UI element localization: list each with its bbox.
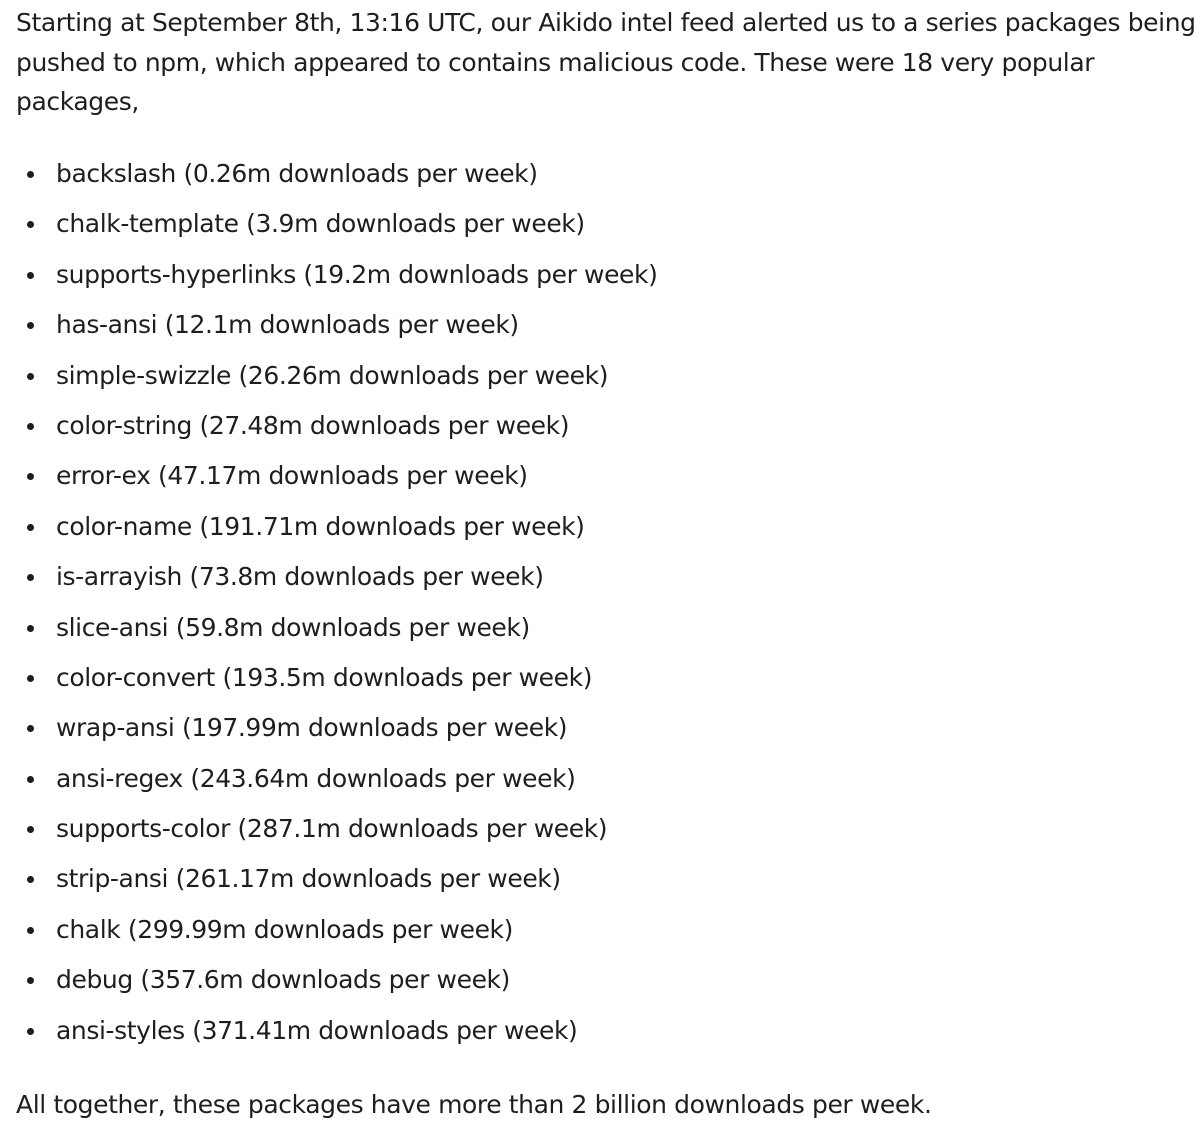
package-text: slice-ansi (59.8m downloads per week): [56, 612, 530, 642]
package-text: debug (357.6m downloads per week): [56, 965, 510, 995]
package-item-color-string: [0, 401, 1200, 451]
package-text: simple-swizzle (26.26m downloads per week): [56, 360, 609, 390]
package-item-supports-color: [0, 804, 1200, 854]
package-item-ansi-regex: [0, 754, 1200, 804]
package-item-strip-ansi: [0, 854, 1200, 904]
bullet-icon: [27, 625, 34, 632]
package-text: ansi-styles (371.41m downloads per week): [56, 1015, 578, 1045]
package-text: has-ansi (12.1m downloads per week): [56, 310, 519, 340]
package-item-error-ex: [0, 451, 1200, 501]
package-item-color-name: [0, 502, 1200, 552]
package-text: chalk (299.99m downloads per week): [56, 914, 513, 944]
package-item-chalk: [0, 905, 1200, 955]
package-item-has-ansi: [0, 300, 1200, 350]
package-text: supports-hyperlinks (19.2m downloads per week): [56, 259, 658, 289]
bullet-icon: [27, 272, 34, 279]
bullet-icon: [27, 876, 34, 883]
bullet-icon: [27, 776, 34, 783]
package-text: color-string (27.48m downloads per week): [56, 410, 570, 440]
package-text: strip-ansi (261.17m downloads per week): [56, 864, 561, 894]
package-item-ansi-styles: [0, 1006, 1200, 1056]
bullet-icon: [27, 423, 34, 430]
bullet-icon: [27, 574, 34, 581]
package-text: error-ex (47.17m downloads per week): [56, 461, 528, 491]
package-list: [0, 149, 1200, 1056]
package-item-color-convert: [0, 653, 1200, 703]
package-text: is-arrayish (73.8m downloads per week): [56, 562, 544, 592]
bullet-icon: [27, 927, 34, 934]
package-text: wrap-ansi (197.99m downloads per week): [56, 713, 568, 743]
bullet-icon: [27, 1028, 34, 1035]
intro-paragraph: Starting at September 8th, 13:16 UTC, our Aikido intel feed alerted us to a series packages being pushed to npm, which appeared to contains malicious code. These were 18 very popular packages,: [16, 8, 1196, 116]
package-item-simple-swizzle: [0, 351, 1200, 401]
package-text: backslash (0.26m downloads per week): [56, 159, 538, 188]
bullet-icon: [27, 373, 34, 380]
bullet-icon: [27, 524, 34, 531]
package-text: color-name (191.71m downloads per week): [56, 511, 585, 541]
bullet-icon: [27, 171, 34, 178]
bullet-icon: [27, 221, 34, 228]
bullet-icon: [27, 473, 34, 480]
bullet-icon: [27, 675, 34, 682]
package-item-chalk-template: [0, 199, 1200, 249]
package-item-slice-ansi: [0, 603, 1200, 653]
summary-paragraph: All together, these packages have more than 2 billion downloads per week.: [16, 1090, 932, 1119]
bullet-icon: [27, 826, 34, 833]
package-text: supports-color (287.1m downloads per week): [56, 814, 608, 844]
package-item-supports-hyperlinks: [0, 250, 1200, 300]
package-item-backslash: [0, 149, 1200, 199]
bullet-icon: [27, 322, 34, 329]
package-item-debug: [0, 955, 1200, 1005]
package-item-is-arrayish: [0, 552, 1200, 602]
package-text: ansi-regex (243.64m downloads per week): [56, 763, 576, 793]
bullet-icon: [27, 725, 34, 732]
package-item-wrap-ansi: [0, 703, 1200, 753]
package-text: color-convert (193.5m downloads per week): [56, 662, 593, 692]
bullet-icon: [27, 977, 34, 984]
package-text: chalk-template (3.9m downloads per week): [56, 209, 585, 239]
